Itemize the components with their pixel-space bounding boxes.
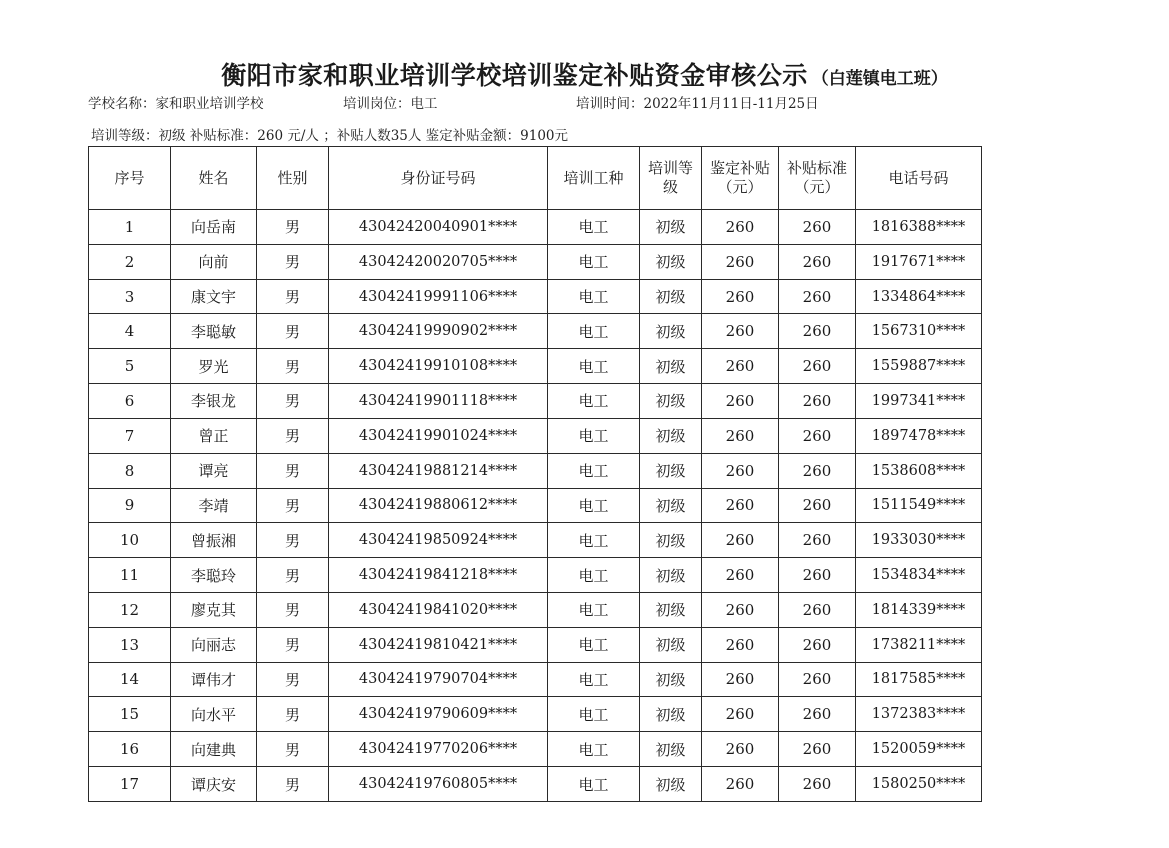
cell-subsidy-standard: 260 [779,453,856,488]
cell-name: 向水平 [171,697,257,732]
cell-appraisal-subsidy: 260 [702,697,779,732]
cell-seq: 10 [89,523,171,558]
cell-subsidy-standard: 260 [779,523,856,558]
cell-subsidy-standard: 260 [779,418,856,453]
header-gender: 性别 [257,147,329,210]
cell-name: 向岳南 [171,210,257,245]
cell-appraisal-subsidy: 260 [702,732,779,767]
cell-appraisal-subsidy: 260 [702,244,779,279]
cell-phone: 1567310**** [856,314,982,349]
table-row [89,488,982,523]
cell-gender: 男 [257,279,329,314]
cell-trade: 电工 [548,210,640,245]
header-level-line2: 级 [662,178,678,196]
cell-appraisal-subsidy: 260 [702,210,779,245]
cell-trade: 电工 [548,697,640,732]
header-name: 姓名 [171,147,257,210]
cell-name: 康文宇 [171,279,257,314]
cell-name: 谭亮 [171,453,257,488]
table-row [89,767,982,802]
cell-gender: 男 [257,244,329,279]
cell-appraisal-subsidy: 260 [702,767,779,802]
cell-phone: 1511549**** [856,488,982,523]
document-title [0,56,1169,92]
cell-seq: 16 [89,732,171,767]
cell-seq: 5 [89,349,171,384]
cell-level: 初级 [640,767,702,802]
cell-trade: 电工 [548,488,640,523]
cell-id-number: 43042419901118**** [329,384,548,419]
cell-id-number: 43042419850924**** [329,523,548,558]
cell-name: 李聪玲 [171,558,257,593]
cell-id-number: 43042419880612**** [329,488,548,523]
cell-phone: 1534834**** [856,558,982,593]
header-appraisal-subsidy [702,147,779,210]
cell-trade: 电工 [548,732,640,767]
cell-seq: 14 [89,662,171,697]
cell-level: 初级 [640,418,702,453]
table-header-row [89,147,982,210]
table-row [89,558,982,593]
cell-id-number: 43042419790609**** [329,697,548,732]
cell-phone: 1559887**** [856,349,982,384]
cell-gender: 男 [257,732,329,767]
cell-trade: 电工 [548,453,640,488]
cell-seq: 9 [89,488,171,523]
table-row [89,418,982,453]
cell-id-number: 43042419790704**** [329,662,548,697]
cell-gender: 男 [257,488,329,523]
table-row [89,349,982,384]
title-subtitle: （白莲镇电工班） [811,69,948,89]
cell-trade: 电工 [548,627,640,662]
cell-level: 初级 [640,488,702,523]
cell-subsidy-standard: 260 [779,210,856,245]
header-id-number: 身份证号码 [329,147,548,210]
cell-level: 初级 [640,592,702,627]
cell-phone: 1897478**** [856,418,982,453]
cell-subsidy-standard: 260 [779,349,856,384]
cell-seq: 4 [89,314,171,349]
cell-trade: 电工 [548,523,640,558]
cell-level: 初级 [640,523,702,558]
cell-trade: 电工 [548,384,640,419]
cell-gender: 男 [257,210,329,245]
cell-appraisal-subsidy: 260 [702,627,779,662]
school-name: 学校名称：家和职业培训学校 [88,96,264,112]
cell-phone: 1334864**** [856,279,982,314]
cell-seq: 17 [89,767,171,802]
cell-id-number: 43042419760805**** [329,767,548,802]
cell-phone: 1933030**** [856,523,982,558]
cell-appraisal-subsidy: 260 [702,279,779,314]
cell-seq: 12 [89,592,171,627]
cell-id-number: 43042419810421**** [329,627,548,662]
cell-seq: 6 [89,384,171,419]
cell-name: 罗光 [171,349,257,384]
cell-phone: 1814339**** [856,592,982,627]
cell-subsidy-standard: 260 [779,662,856,697]
header-standard-line2: （元） [794,178,840,196]
cell-subsidy-standard: 260 [779,384,856,419]
cell-trade: 电工 [548,349,640,384]
cell-appraisal-subsidy: 260 [702,662,779,697]
table-row [89,279,982,314]
cell-gender: 男 [257,418,329,453]
cell-appraisal-subsidy: 260 [702,488,779,523]
cell-level: 初级 [640,627,702,662]
cell-seq: 3 [89,279,171,314]
header-subsidy-standard [779,147,856,210]
table-row [89,210,982,245]
cell-subsidy-standard: 260 [779,767,856,802]
subsidy-table [88,146,982,802]
table-row [89,244,982,279]
cell-subsidy-standard: 260 [779,244,856,279]
cell-appraisal-subsidy: 260 [702,349,779,384]
cell-trade: 电工 [548,418,640,453]
cell-seq: 7 [89,418,171,453]
cell-id-number: 43042419901024**** [329,418,548,453]
cell-level: 初级 [640,453,702,488]
cell-level: 初级 [640,384,702,419]
table-row [89,523,982,558]
cell-gender: 男 [257,627,329,662]
cell-subsidy-standard: 260 [779,314,856,349]
cell-name: 向建典 [171,732,257,767]
cell-trade: 电工 [548,558,640,593]
cell-trade: 电工 [548,767,640,802]
cell-id-number: 43042419881214**** [329,453,548,488]
cell-subsidy-standard: 260 [779,592,856,627]
cell-gender: 男 [257,558,329,593]
cell-id-number: 43042419990902**** [329,314,548,349]
header-standard-line1: 补贴标准 [786,159,847,177]
table-row [89,592,982,627]
header-appraisal-line1: 鉴定补贴 [709,159,770,177]
cell-phone: 1738211**** [856,627,982,662]
cell-appraisal-subsidy: 260 [702,453,779,488]
title-main: 衡阳市家和职业培训学校培训鉴定补贴资金审核公示 [221,61,808,90]
table-row [89,732,982,767]
table-row [89,453,982,488]
cell-name: 向丽志 [171,627,257,662]
cell-gender: 男 [257,697,329,732]
cell-name: 曾振湘 [171,523,257,558]
cell-appraisal-subsidy: 260 [702,592,779,627]
cell-phone: 1520059**** [856,732,982,767]
cell-subsidy-standard: 260 [779,279,856,314]
cell-id-number: 43042420040901**** [329,210,548,245]
cell-gender: 男 [257,349,329,384]
cell-id-number: 43042419770206**** [329,732,548,767]
cell-gender: 男 [257,314,329,349]
cell-appraisal-subsidy: 260 [702,418,779,453]
cell-id-number: 43042419841020**** [329,592,548,627]
cell-seq: 8 [89,453,171,488]
cell-seq: 2 [89,244,171,279]
cell-level: 初级 [640,210,702,245]
cell-name: 谭伟才 [171,662,257,697]
cell-level: 初级 [640,349,702,384]
cell-phone: 1997341**** [856,384,982,419]
cell-phone: 1372383**** [856,697,982,732]
cell-appraisal-subsidy: 260 [702,314,779,349]
cell-appraisal-subsidy: 260 [702,558,779,593]
cell-name: 谭庆安 [171,767,257,802]
cell-phone: 1917671**** [856,244,982,279]
cell-phone: 1816388**** [856,210,982,245]
cell-id-number: 43042419910108**** [329,349,548,384]
table-row [89,697,982,732]
cell-appraisal-subsidy: 260 [702,384,779,419]
cell-level: 初级 [640,279,702,314]
header-level [640,147,702,210]
subsidy-summary: 培训等级：初级 补贴标准：260 元/人 ；补贴人数35人 鉴定补贴金额：9100元 [91,128,569,144]
cell-gender: 男 [257,523,329,558]
table-row [89,662,982,697]
cell-trade: 电工 [548,662,640,697]
header-phone: 电话号码 [856,147,982,210]
cell-gender: 男 [257,767,329,802]
cell-trade: 电工 [548,244,640,279]
cell-name: 李聪敏 [171,314,257,349]
cell-subsidy-standard: 260 [779,627,856,662]
cell-seq: 15 [89,697,171,732]
cell-seq: 1 [89,210,171,245]
cell-id-number: 43042419841218**** [329,558,548,593]
cell-name: 廖克其 [171,592,257,627]
cell-subsidy-standard: 260 [779,488,856,523]
cell-gender: 男 [257,384,329,419]
cell-id-number: 43042420020705**** [329,244,548,279]
cell-subsidy-standard: 260 [779,558,856,593]
cell-subsidy-standard: 260 [779,697,856,732]
cell-name: 向前 [171,244,257,279]
cell-name: 曾正 [171,418,257,453]
header-seq: 序号 [89,147,171,210]
training-position: 培训岗位：电工 [343,96,438,112]
cell-phone: 1580250**** [856,767,982,802]
cell-seq: 11 [89,558,171,593]
header-appraisal-line2: （元） [717,178,763,196]
cell-phone: 1538608**** [856,453,982,488]
cell-subsidy-standard: 260 [779,732,856,767]
cell-gender: 男 [257,662,329,697]
cell-name: 李靖 [171,488,257,523]
cell-level: 初级 [640,314,702,349]
cell-level: 初级 [640,558,702,593]
cell-trade: 电工 [548,592,640,627]
cell-seq: 13 [89,627,171,662]
table-row [89,627,982,662]
cell-level: 初级 [640,697,702,732]
table-row [89,384,982,419]
cell-appraisal-subsidy: 260 [702,523,779,558]
cell-gender: 男 [257,453,329,488]
cell-name: 李银龙 [171,384,257,419]
cell-level: 初级 [640,732,702,767]
cell-level: 初级 [640,244,702,279]
cell-trade: 电工 [548,279,640,314]
cell-phone: 1817585**** [856,662,982,697]
cell-level: 初级 [640,662,702,697]
training-time: 培训时间：2022年11月11日-11月25日 [576,96,819,112]
cell-gender: 男 [257,592,329,627]
header-trade: 培训工种 [548,147,640,210]
cell-trade: 电工 [548,314,640,349]
table-row [89,314,982,349]
header-level-line1: 培训等 [647,159,693,177]
cell-id-number: 43042419991106**** [329,279,548,314]
